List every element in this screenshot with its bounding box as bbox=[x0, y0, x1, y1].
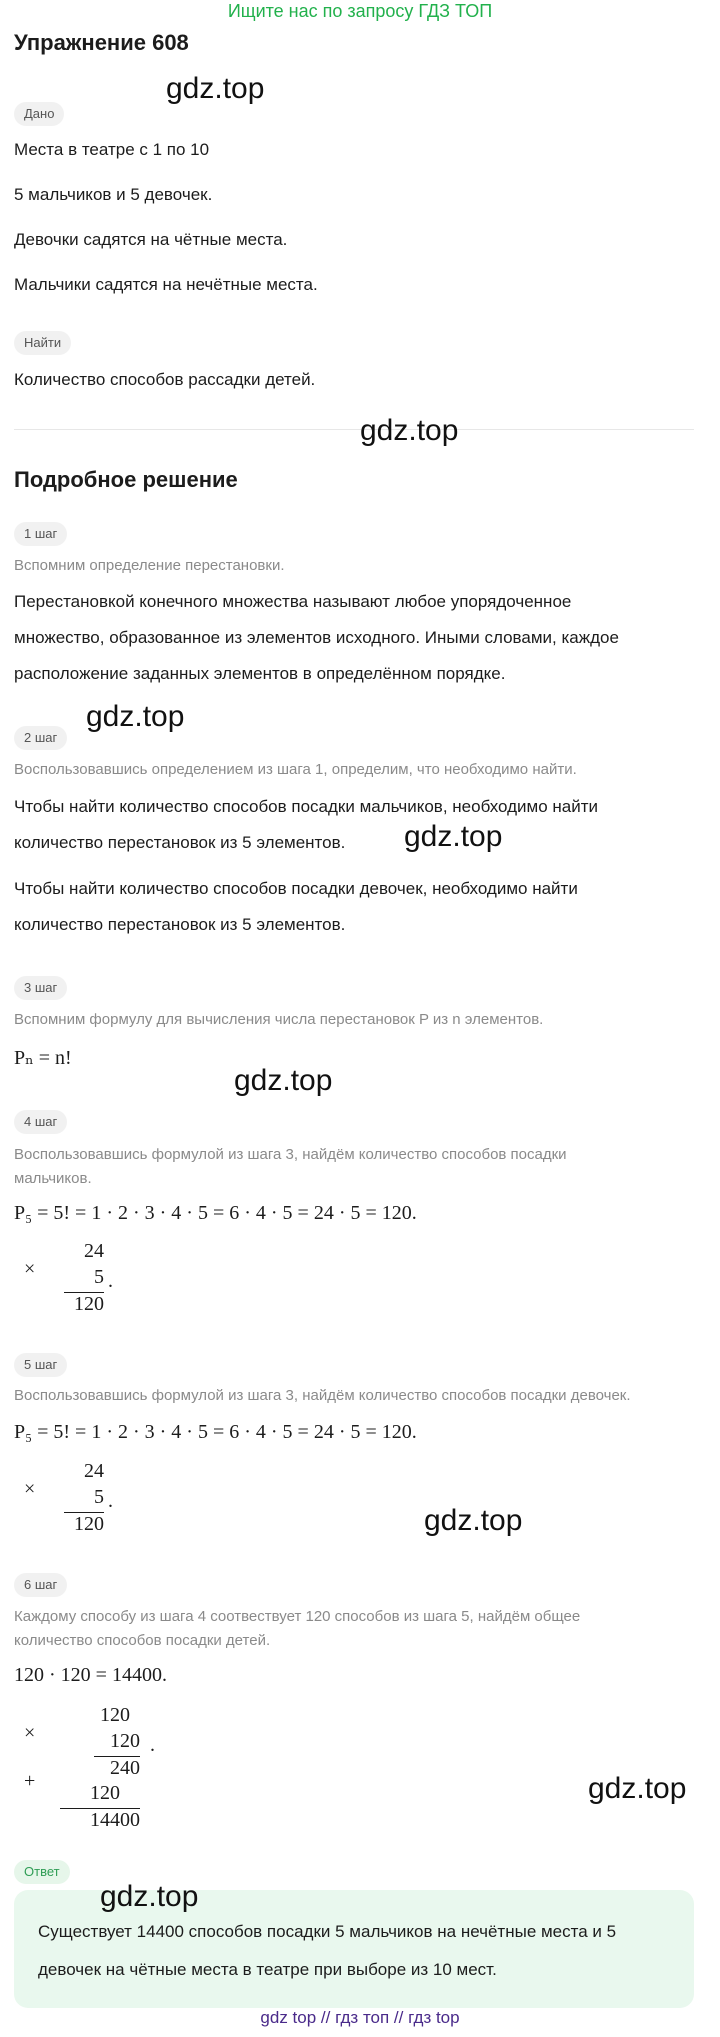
given-line: Девочки садятся на чётные места. bbox=[14, 230, 288, 249]
answer-tag: Ответ bbox=[14, 1860, 70, 1884]
step-5-formula: P₅ = 5! = 1 · 2 · 3 · 4 · 5 = 6 · 4 · 5 = 24 · 5 = 120. bbox=[14, 1421, 417, 1443]
step-6-formula: 120 · 120 = 14400. bbox=[14, 1664, 167, 1686]
watermark: gdz.top bbox=[424, 1504, 523, 1537]
given-line: Места в театре с 1 по 10 bbox=[14, 140, 210, 159]
partial-product: 120 bbox=[90, 1782, 120, 1804]
find-text: Количество способов рассадки детей. bbox=[14, 370, 316, 389]
page-title: Упражнение 608 bbox=[14, 30, 189, 55]
partial-product: 240 bbox=[94, 1756, 140, 1780]
step-4-formula: P₅ = 5! = 1 · 2 · 3 · 4 · 5 = 6 · 4 · 5 = 24 · 5 = 120. bbox=[14, 1202, 417, 1224]
step-1-tag: 1 шаг bbox=[14, 522, 67, 546]
step-3-tag: 3 шаг bbox=[14, 976, 67, 1000]
footer-links[interactable]: gdz top // гдз топ // гдз top bbox=[260, 2008, 460, 2027]
watermark: gdz.top bbox=[100, 1880, 199, 1913]
product: 14400 bbox=[60, 1808, 140, 1832]
step-5-tag: 5 шаг bbox=[14, 1353, 67, 1377]
step-5-hint: Воспользовавшись формулой из шага 3, найдём количество способов посадки девочек. bbox=[14, 1387, 631, 1404]
step-6-hint: Каждому способу из шага 4 соотвествует 120 способов из шага 5, найдём общее bbox=[14, 1608, 581, 1625]
multiplier: 120 bbox=[110, 1730, 140, 1752]
multiplicand: 120 bbox=[100, 1704, 130, 1726]
step-6-tag: 6 шаг bbox=[14, 1573, 67, 1597]
step-2-line: Чтобы найти количество способов посадки мальчиков, необходимо найти bbox=[14, 797, 599, 816]
watermark: gdz.top bbox=[404, 820, 503, 853]
given-tag: Дано bbox=[14, 102, 64, 126]
step-2-line: количество перестановок из 5 элементов. bbox=[14, 915, 346, 934]
step-1-line: множество, образованное из элементов исходного. Иными словами, каждое bbox=[14, 628, 619, 647]
step-3-formula: Pₙ = n! bbox=[14, 1047, 72, 1069]
multiplicand: 24 bbox=[84, 1240, 104, 1262]
plus-sign: + bbox=[24, 1770, 36, 1792]
multiplier: 5 bbox=[94, 1266, 104, 1288]
step-3-hint: Вспомним формулу для вычисления числа перестановок P из n элементов. bbox=[14, 1011, 544, 1028]
given-line: 5 мальчиков и 5 девочек. bbox=[14, 185, 213, 204]
times-sign: × bbox=[24, 1258, 36, 1280]
end-dot: . bbox=[108, 1490, 113, 1512]
watermark: gdz.top bbox=[360, 414, 459, 447]
top-banner[interactable]: Ищите нас по запросу ГДЗ ТОП bbox=[227, 1, 493, 21]
watermark: gdz.top bbox=[234, 1064, 333, 1097]
step-1-line: расположение заданных элементов в определённом порядке. bbox=[14, 664, 506, 683]
answer-line: Существует 14400 способов посадки 5 мальчиков на нечётные места и 5 bbox=[38, 1922, 617, 1941]
step-2-line: количество перестановок из 5 элементов. bbox=[14, 833, 346, 852]
step-2-line: Чтобы найти количество способов посадки девочек, необходимо найти bbox=[14, 879, 578, 898]
given-line: Мальчики садятся на нечётные места. bbox=[14, 275, 318, 294]
watermark: gdz.top bbox=[86, 700, 185, 733]
step-1-hint: Вспомним определение перестановки. bbox=[14, 557, 285, 574]
find-tag: Найти bbox=[14, 331, 71, 355]
step-2-hint: Воспользовавшись определением из шага 1, определим, что необходимо найти. bbox=[14, 761, 577, 778]
watermark: gdz.top bbox=[588, 1772, 687, 1805]
times-sign: × bbox=[24, 1478, 36, 1500]
step-4-tag: 4 шаг bbox=[14, 1110, 67, 1134]
step-6-hint: количество способов посадки детей. bbox=[14, 1632, 271, 1649]
product: 120 bbox=[64, 1292, 104, 1316]
step-4-hint: Воспользовавшись формулой из шага 3, найдём количество способов посадки bbox=[14, 1146, 567, 1163]
solution-title: Подробное решение bbox=[14, 467, 238, 492]
answer-line: девочек на чётные места в театре при выборе из 10 мест. bbox=[38, 1960, 497, 1979]
step-4-hint: мальчиков. bbox=[14, 1170, 92, 1187]
watermark: gdz.top bbox=[166, 72, 265, 105]
times-sign: × bbox=[24, 1722, 36, 1744]
divider bbox=[14, 429, 694, 430]
end-dot: . bbox=[108, 1270, 113, 1292]
multiplicand: 24 bbox=[84, 1460, 104, 1482]
product: 120 bbox=[64, 1512, 104, 1536]
multiplier: 5 bbox=[94, 1486, 104, 1508]
end-dot: . bbox=[150, 1734, 155, 1756]
step-1-line: Перестановкой конечного множества называют любое упорядоченное bbox=[14, 592, 572, 611]
step-2-tag: 2 шаг bbox=[14, 726, 67, 750]
